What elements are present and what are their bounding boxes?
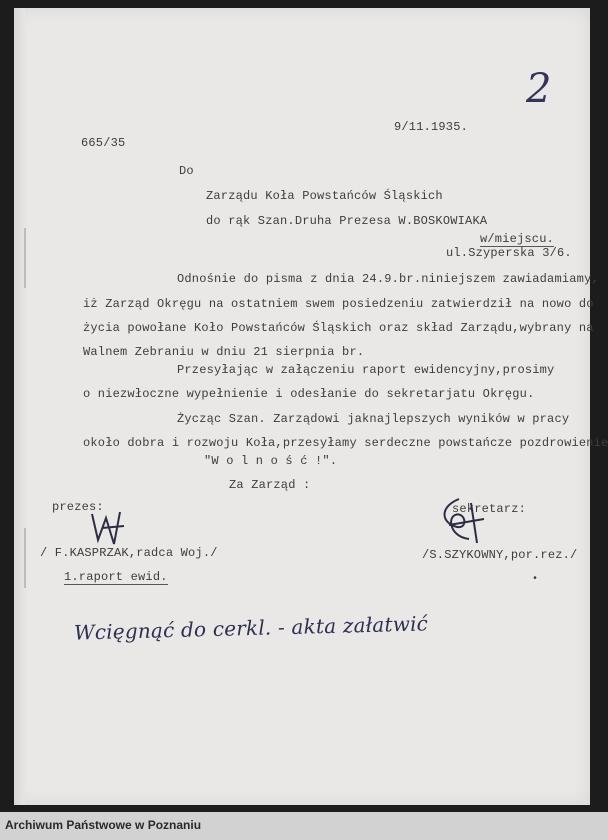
body-p1-line-2: iż Zarząd Okręgu na ostatniem swem posiedzeniu zatwierdził na nowo do	[83, 297, 594, 311]
body-p1-line-3: życia powołane Koło Powstańców Śląskich oraz skład Zarządu,wybrany na	[83, 321, 594, 335]
recipient-line-1: Zarządu Koła Powstańców Śląskich	[206, 189, 443, 203]
body-p1-line-4: Walnem Zebraniu w dniu 21 sierpnia br.	[83, 345, 365, 359]
page-number: 2	[526, 66, 552, 112]
left-signatory-role: prezes:	[52, 500, 104, 514]
page-spine-edge	[14, 8, 25, 805]
reference-number: 665/35	[81, 136, 126, 150]
archive-label: Archiwum Państwowe w Poznaniu	[5, 818, 202, 832]
body-p3-line-2: około dobra i rozwoju Koła,przesyłamy serdeczne powstańcze pozdrowienie	[83, 436, 608, 450]
right-signature	[429, 493, 499, 548]
handwritten-note: Wcięgnąć do cerkl. - akta załatwić	[73, 611, 429, 645]
stray-mark: •	[532, 574, 539, 585]
closing-phrase: Za Zarząd :	[229, 478, 311, 492]
recipient-line-3: w/miejscu.	[480, 232, 555, 246]
body-p1-line-1: Odnośnie do pisma z dnia 24.9.br.niniejszem zawiadamiamy,	[177, 272, 599, 286]
archive-footer	[0, 812, 608, 840]
enclosure-note: 1.raport ewid.	[64, 570, 168, 584]
body-p2-line-2: o niezwłoczne wypełnienie i odesłanie do sekretarjatu Okręgu.	[83, 387, 535, 401]
letter-date: 9/11.1935.	[394, 120, 469, 134]
body-p3-line-1: Życząc Szan. Zarządowi jaknajlepszych wyników w pracy	[177, 412, 570, 426]
document-page	[14, 8, 608, 805]
recipient-line-2: do rąk Szan.Druha Prezesa W.BOSKOWIAKA	[206, 214, 488, 228]
left-signatory-name: / F.KASPRZAK,radca Woj./	[40, 546, 218, 560]
closing-motto: "W o l n o ś ć !".	[204, 454, 338, 468]
salutation: Do	[179, 164, 194, 178]
right-signatory-role: sekretarz:	[452, 502, 527, 516]
binding-hole-mark	[24, 528, 26, 588]
body-p2-line-1: Przesyłając w załączeniu raport ewidencyjny,prosimy	[177, 363, 555, 377]
right-signatory-name: /S.SZYKOWNY,por.rez./	[422, 548, 578, 562]
binding-hole-mark	[24, 228, 26, 288]
recipient-address: ul.Szyperska 3/6.	[446, 246, 572, 260]
